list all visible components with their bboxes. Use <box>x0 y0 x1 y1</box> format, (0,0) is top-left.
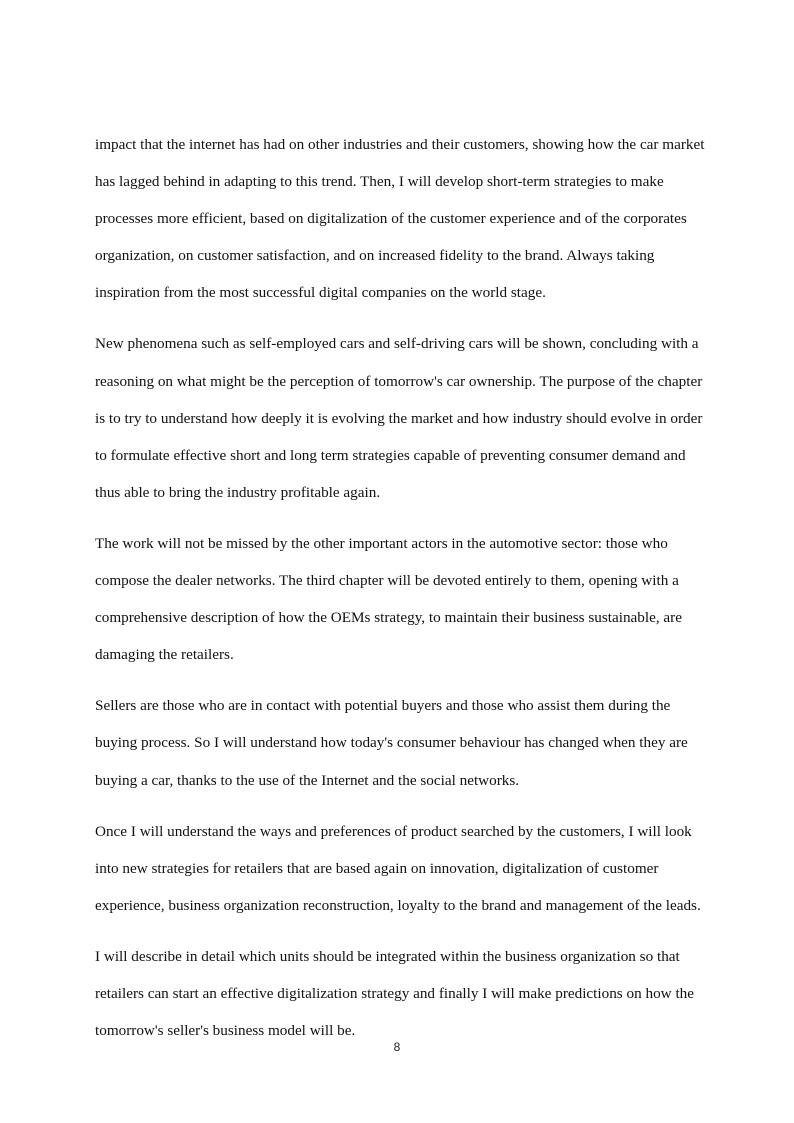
paragraph-6: I will describe in detail which units should be integrated within the business organization so that retailers can start an effective digitalization strategy and finally I will make predictions on how the tomorrow's seller's business model will be. <box>95 947 694 1040</box>
paragraph-2: New phenomena such as self-employed cars and self-driving cars will be shown, concluding with a reasoning on what might be the perception of tomorrow's car ownership. The purpose of the chapter is to try to understand how deeply it is evolving the market and how industry should evolve in order to formulate effective short and long term strategies capable of preventing consumer demand and thus able to bring the industry profitable again. <box>95 335 703 501</box>
body-text <box>95 126 707 1063</box>
page-number: 8 <box>393 1040 401 1054</box>
paragraph-1: impact that the internet has had on other industries and their customers, showing how the car market has lagged behind in adapting to this trend. Then, I will develop short-term strategies to make processes more efficient, based on digitalization of the customer experience and of the corporates organization, on customer satisfaction, and on increased fidelity to the brand. Always taking inspiration from the most successful digital companies on the world stage. <box>95 136 705 302</box>
paragraph-4: Sellers are those who are in contact with potential buyers and those who assist them during the buying process. So I will understand how today's consumer behaviour has changed when they are buying a car, thanks to the use of the Internet and the social networks. <box>95 697 688 789</box>
paragraph-3: The work will not be missed by the other important actors in the automotive sector: those who compose the dealer networks. The third chapter will be devoted entirely to them, opening with a comprehensive description of how the OEMs strategy, to maintain their business sustainable, are damaging the retailers. <box>95 534 682 664</box>
paragraph-5: Once I will understand the ways and preferences of product searched by the customers, I will look into new strategies for retailers that are based again on innovation, digitalization of customer experience, business organization reconstruction, loyalty to the brand and management of the leads. <box>95 822 701 914</box>
